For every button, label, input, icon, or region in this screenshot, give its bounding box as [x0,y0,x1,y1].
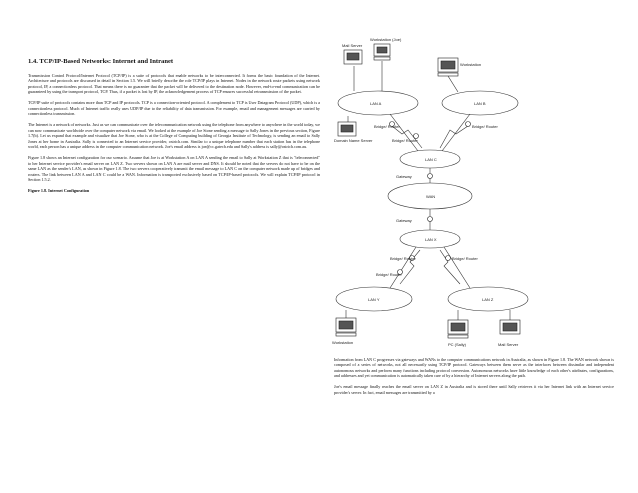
label-workstation-b: Workstation [460,62,482,67]
label-lan-b: LAN B [474,101,486,106]
label-dns: Domain Name Server [334,138,373,143]
workstation-b-icon [438,58,458,76]
label-bridge-router-5: Bridge/ Router [452,256,478,261]
label-wan: WAN [426,194,436,199]
paragraph-tcpip: Transmission Control Protocol/Internet Protocol (TCP/IP) is a suite of protocols that enable networks to be interconnected. It forms the basic foundation of the Internet. Architecture and protocols are discussed in detail in Section 1.5. We will briefly describe the role TCP/IP plays in Internet. Nodes in the network route packets using network protocol, IP, a connectionless protocol. That means there is no guarantee that the packet will be delivered to the destination node. However, end-to-end communication can be guaranteed by using the transport protocol, TCP. Thus, if a packet is lost by IP, the acknowledgement process of TCP ensures successful retransmission of the packet. [28,72,320,95]
workstation-y-icon [336,318,356,336]
router-icon-5 [446,256,451,261]
label-bridge-router-4: Bridge/ Router [390,256,416,261]
mail-server-a-icon [344,50,362,64]
paragraph-wan-gateways: Information from LAN C progresses via gateways and WANs to the computer communications network in Australia, as shown in Figure 1.8. The WAN network shown is composed of a series of networks, not all necessarily using TCP/IP protocol. Gateways between them serve as the interfaces between dissimilar and independent autonomous networks and perform many functions including protocol conversion. Autonomous networks have little knowledge of each other's attributes, configurations, and addresses and yet communication is automatically taken care of by a hierarchy of Internet servers along the path. [334,357,614,379]
gateway-icon-2 [428,217,433,222]
label-workstation-joe: Workstation (Joe) [370,37,402,42]
internet-configuration-figure [330,36,620,354]
paragraph-internet: The Internet is a network of networks. Just as we can communicate over the telecommunication network using the telephone from anywhere to anywhere in the world today, we can now communicate worldwide over the computer network via email. We looked at the example of Joe Stone sending a message to Sally Jones in the previous section, Figure 1.7(b). Let us expand that example and visualize that Joe Stone, who is at the College of Computing building of Georgia Institute of Technology, is sending an email to Sally Jones at her home in Australia. Sally is connected to an Internet service provider, ostrich.com. Similar to a unique telephone number that each station has in the telephone world, each person has a unique address in the computer communication network. Joe's email address is joe@cc.gatech.edu and Sally's address is sally@ostrich.com.au. [28,122,320,150]
label-workstation-y: Workstation [332,340,354,345]
workstation-joe-icon [374,44,390,60]
label-lan-c: LAN C [425,157,437,162]
label-bridge-router-1: Bridge/ Router [374,124,400,129]
continuation-text [334,357,614,401]
left-column [28,58,320,193]
paragraph-email-delivery: Joe's email message finally reaches the email server on LAN Z in Australia and is stored there until Sally retrieves it via her Internet link with an Internet service provider's server. In fact, email messages are transmitted by a [334,384,614,395]
mail-server-z-icon [500,320,520,334]
paragraph-udp: TCP/IP suite of protocols contains more than TCP and IP protocols. TCP is a connection-oriented protocol. A complement to TCP is User Datagram Protocol (UDP), which is a connectionless protocol. Much of Internet traffic really uses UDP/IP due to the reliability of data transmission. For example, email and management messages are carried by connectionless transmission. [28,100,320,117]
label-bridge-router-6: Bridge/ Router [376,272,402,277]
label-bridge-router-2: Bridge/ Router [472,124,498,129]
label-lan-x: LAN X [425,237,437,242]
gateway-icon-1 [428,174,433,179]
label-gateway-2: Gateway [396,218,412,223]
figure-caption: Figure 1.8. Internet Configuration [28,188,90,194]
label-lan-z: LAN Z [482,297,494,302]
label-lan-y: LAN Y [368,297,380,302]
paragraph-figure-description: Figure 1.8 shows an Internet configuration for our scenario. Assume that Joe is at Workstation A on LAN A sending the email to Sally at Workstation Z that is "teleconnected" to her Internet service provider's email server on LAN Z. Two servers shown on LAN A are mail server and DNS. It should be noted that the servers do not have to be on the same LAN as the sender's LAN, as shown in Figure 1.8. The two servers cooperatively transmit the email message to LAN C on the computer network made up of bridges and routers. The link between LAN A and LAN C could be a WAN. Information is transported exclusively based on TCP/IP-based protocols. We will explain TCP/IP protocol in Section 1.5.2. [28,155,320,183]
pc-sally-icon [448,320,468,338]
section-title: 1.4. TCP/IP-Based Networks: Internet and Intranet [28,58,174,65]
router-icon-2 [466,122,471,127]
label-gateway-1: Gateway [396,174,412,179]
label-lan-a: LAN A [370,101,382,106]
label-bridge-router-3: Bridge/ Router [392,138,418,143]
label-mail-server-a: Mail Server [342,43,363,48]
label-pc-sally: PC (Sally) [448,342,467,347]
dns-server-icon [338,122,356,136]
label-mail-server-z: Mail Server [498,342,519,347]
